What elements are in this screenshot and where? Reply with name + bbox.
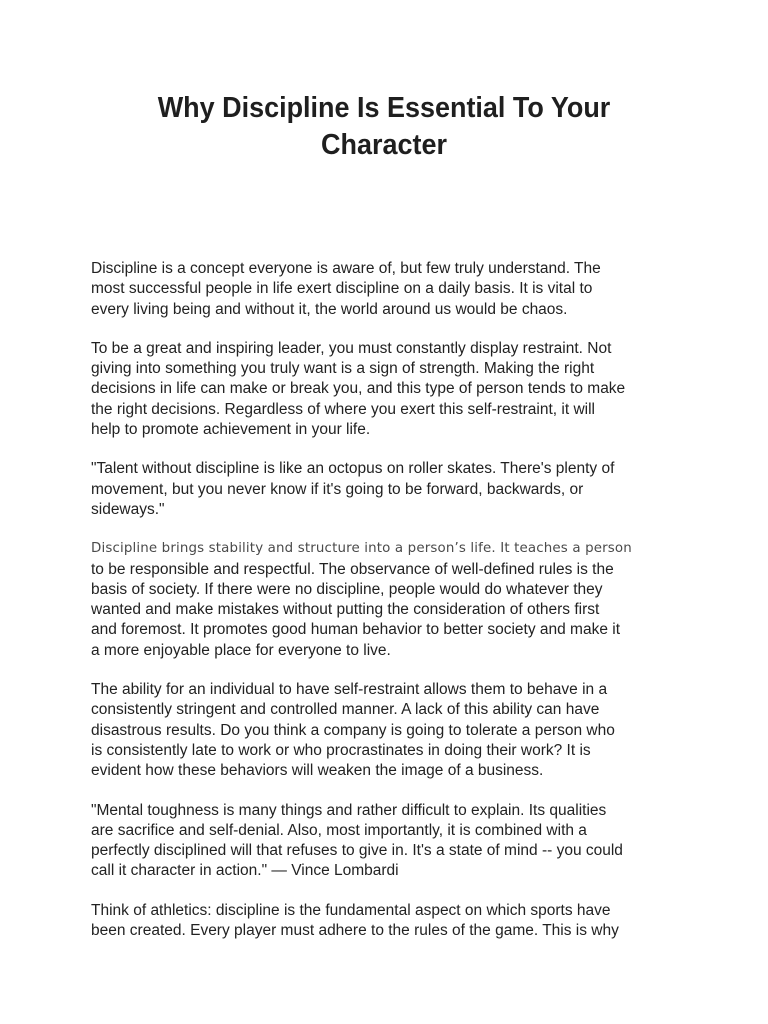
text-line: the right decisions. Regardless of where you exert this self-restraint, it will (91, 400, 595, 418)
text-line: been created. Every player must adhere to the rules of the game. This is why (91, 922, 619, 940)
text-line: The ability for an individual to have self-restraint allows them to behave in a (91, 681, 608, 699)
text-line: movement, but you never know if it's going to be forward, backwards, or (91, 480, 584, 498)
text-line: basis of society. If there were no discipline, people would do whatever they (91, 580, 603, 598)
text-line: most successful people in life exert discipline on a daily basis. It is vital to (91, 280, 593, 298)
text-line: disastrous results. Do you think a company is going to tolerate a person who (91, 721, 615, 739)
text-line: to be responsible and respectful. The observance of well-defined rules is the (91, 560, 614, 578)
text-line: "Talent without discipline is like an octopus on roller skates. There's plenty of (91, 460, 615, 478)
text-line: and foremost. It promotes good human behavior to better society and make it (91, 621, 621, 639)
text-line: a more enjoyable place for everyone to live. (91, 641, 391, 659)
paragraph-self-restraint (91, 680, 691, 781)
text-line: wanted and make mistakes without putting the consideration of others first (91, 601, 600, 619)
text-line: consistently stringent and controlled manner. A lack of this ability can have (91, 701, 600, 719)
text-line: are sacrifice and self-denial. Also, most importantly, it is combined with a (91, 821, 587, 839)
paragraph-intro (91, 259, 691, 320)
text-line: giving into something you truly want is a sign of strength. Making the right (91, 360, 595, 378)
paragraph-stability (91, 539, 691, 661)
text-line: perfectly disciplined will that refuses to give in. It's a state of mind -- you could (91, 842, 623, 860)
text-line: To be a great and inspiring leader, you must constantly display restraint. Not (91, 339, 612, 357)
quote-lombardi (91, 801, 691, 882)
title-line: Character (321, 129, 447, 161)
text-line: "Mental toughness is many things and rather difficult to explain. Its qualities (91, 801, 607, 819)
quote-octopus (91, 459, 691, 520)
article-body (91, 259, 691, 960)
paragraph-athletics (91, 901, 691, 942)
text-line: call it character in action." — Vince Lombardi (91, 862, 399, 880)
document-title (101, 90, 666, 164)
text-line: evident how these behaviors will weaken the image of a business. (91, 762, 544, 780)
text-line: sideways." (91, 500, 165, 518)
text-line: is consistently late to work or who procrastinates in doing their work? It is (91, 741, 591, 759)
paragraph-leader (91, 339, 691, 440)
text-line-light: Discipline brings stability and structure into a person’s life. It teaches a person (91, 541, 632, 557)
text-line: help to promote achievement in your life. (91, 421, 371, 439)
text-line: every living being and without it, the world around us would be chaos. (91, 300, 568, 318)
title-line: Why Discipline Is Essential To Your (157, 92, 611, 124)
text-line: Think of athletics: discipline is the fundamental aspect on which sports have (91, 901, 611, 919)
text-line: Discipline is a concept everyone is aware of, but few truly understand. The (91, 260, 601, 277)
text-line: decisions in life can make or break you, and this type of person tends to make (91, 380, 626, 398)
